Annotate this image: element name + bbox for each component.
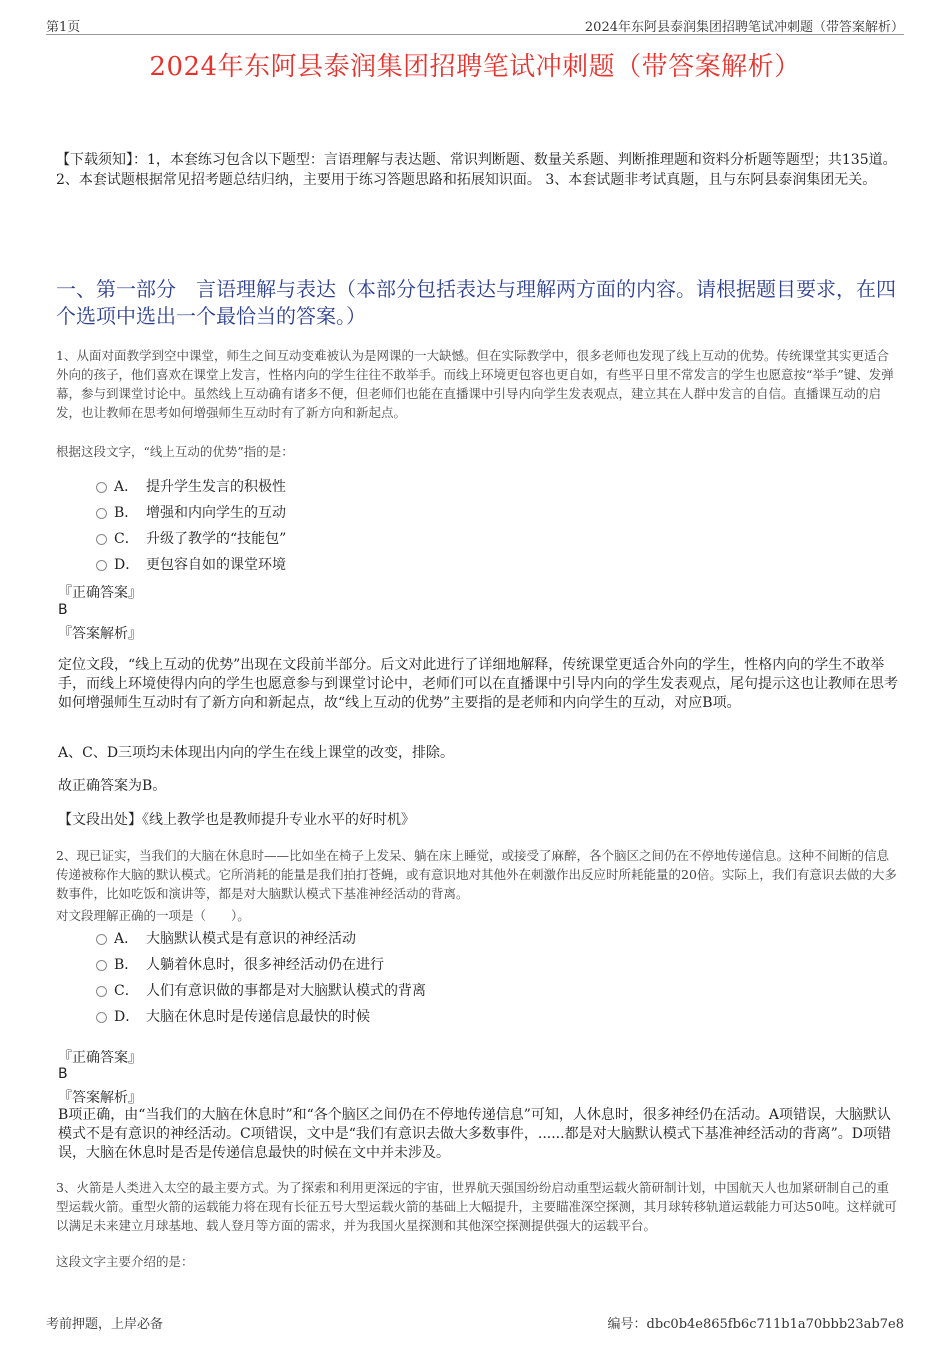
q2-analysis-label: 『答案解析』 <box>58 1090 142 1106</box>
radio-icon[interactable] <box>96 960 107 971</box>
radio-icon[interactable] <box>96 482 107 493</box>
option-letter: B． <box>114 505 139 521</box>
radio-icon[interactable] <box>96 934 107 945</box>
option-letter: C． <box>114 983 139 999</box>
q1-analysis-label: 『答案解析』 <box>58 626 142 642</box>
option-text: 大脑在休息时是传递信息最快的时候 <box>146 1009 370 1025</box>
footer-slogan: 考前押题，上岸必备 <box>46 1317 164 1332</box>
q2-passage: 2、现已证实，当我们的大脑在休息时——比如坐在椅子上发呆、躺在床上睡觉，或接受了麻醉，各个脑区之间仍在不停地传递信息。这种不间断的信息传递被称作大脑的默认模式。它所消耗的能量是我们拍打苍蝇，或有意识地对其他外在刺激作出反应时所耗能量的20倍。实际上，我们有意识去做的大多数事件，比如吃饭和演讲等，都是对大脑默认模式下基准神经活动的背离。 <box>56 848 897 901</box>
q1-analysis-3: 故正确答案为B。 <box>58 778 167 794</box>
q2-question: 对文段理解正确的一项是（ ）。 <box>56 908 250 923</box>
option-text: 提升学生发言的积极性 <box>146 479 286 495</box>
option-text: 增强和内向学生的互动 <box>146 505 286 521</box>
option-text: 人们有意识做的事都是对大脑默认模式的背离 <box>146 983 426 999</box>
q2-answer-label: 『正确答案』 <box>58 1050 142 1066</box>
q1-source: 【文段出处】《线上教学也是教师提升专业水平的好时机》 <box>58 812 415 828</box>
option-letter: D． <box>114 557 140 573</box>
option-letter: D． <box>114 1009 140 1025</box>
q1-passage: 1、从面对面教学到空中课堂，师生之间互动变难被认为是网课的一大缺憾。但在实际教学中，很多老师也发现了线上互动的优势。传统课堂其实更适合外向的孩子，他们喜欢在课堂上发言，性格内向的学生往往不敢举手。而线上环境更包容也更自如，有些平日里不常发言的学生也愿意按“举手”键、发弹幕，参与到课堂讨论中。虽然线上互动确有诸多不便，但老师们也能在直播课中引导内向学生发表观点，建立其在人群中发言的自信。直播课互动的启发，也让教师在思考如何增强师生互动时有了新方向和新起点。 <box>56 348 894 420</box>
radio-icon[interactable] <box>96 508 107 519</box>
q1-answer-label: 『正确答案』 <box>58 585 142 601</box>
option-text: 更包容自如的课堂环境 <box>146 557 286 573</box>
q1-analysis-2: A、C、D三项均未体现出内向的学生在线上课堂的改变，排除。 <box>58 745 455 761</box>
header-doc-title: 2024年东阿县泰润集团招聘笔试冲刺题（带答案解析） <box>584 20 904 35</box>
q2-analysis: B项正确，由“当我们的大脑在休息时”和“各个脑区之间仍在不停地传递信息”可知，人休息时，很多神经仍在活动。A项错误，大脑默认模式不是有意识的神经活动。C项错误，文中是“我们有意识去做大多数事件，......都是对大脑默认模式下基准神经活动的背离”。D项错误，大脑在休息时是否是传递信息最快的时候在文中并未涉及。 <box>58 1107 892 1161</box>
radio-icon[interactable] <box>96 560 107 571</box>
page-number: 第1页 <box>46 20 81 35</box>
section-heading: 一、第一部分 言语理解与表达（本部分包括表达与理解两方面的内容。请根据题目要求，在四个选项中选出一个最恰当的答案。） <box>56 277 896 328</box>
radio-icon[interactable] <box>96 1012 107 1023</box>
q1-question: 根据这段文字，“线上互动的优势”指的是： <box>56 444 294 459</box>
page-header <box>46 14 904 35</box>
option-letter: A． <box>114 931 139 947</box>
radio-icon[interactable] <box>96 534 107 545</box>
download-notice: 【下载须知】：1，本套练习包含以下题型：言语理解与表达题、常识判断题、数量关系题、判断推理题和资料分析题等题型；共135道。 2、本套试题根据常见招考题总结归纳，主要用于练习答题思路和拓展知识面。 3、本套试题非考试真题，且与东阿县泰润集团无关。 <box>56 152 897 188</box>
option-text: 升级了教学的“技能包” <box>146 531 287 547</box>
q2-answer: B <box>58 1066 68 1082</box>
option-letter: A． <box>114 479 139 495</box>
radio-icon[interactable] <box>96 986 107 997</box>
q3-passage: 3、火箭是人类进入太空的最主要方式。为了探索和利用更深远的宇宙，世界航天强国纷纷启动重型运载火箭研制计划，中国航天人也加紧研制自己的重型运载火箭。重型火箭的运载能力将在现有长征五号大型运载火箭的基础上大幅提升，主要瞄准深空探测，其月球转移轨道运载能力可达50吨。这样就可以满足未来建立月球基地、载人登月等方面的需求，并为我国火星探测和其他深空探测提供强大的运载平台。 <box>56 1180 897 1233</box>
footer-code: 编号：dbc0b4e865fb6c711b1a70bbb23ab7e8 <box>607 1317 904 1332</box>
q1-answer: B <box>58 602 68 618</box>
q3-question: 这段文字主要介绍的是： <box>56 1254 194 1269</box>
option-text: 大脑默认模式是有意识的神经活动 <box>146 931 356 947</box>
option-letter: B． <box>114 957 139 973</box>
option-letter: C． <box>114 531 139 547</box>
q1-analysis: 定位文段，“线上互动的优势”出现在文段前半部分。后文对此进行了详细地解释，传统课堂更适合外向的学生，性格内向的学生不敢举手，而线上环境使得内向的学生也愿意参与到课堂讨论中，老师们可以在直播课中引导内向的学生发表观点，尾句提示这也让教师在思考如何增强师生互动时有了新方向和新起点，故“线上互动的优势”主要指的是老师和内向学生的互动，对应B项。 <box>58 657 898 711</box>
option-text: 人躺着休息时，很多神经活动仍在进行 <box>146 957 384 973</box>
page-title: 2024年东阿县泰润集团招聘笔试冲刺题（带答案解析） <box>149 52 801 82</box>
